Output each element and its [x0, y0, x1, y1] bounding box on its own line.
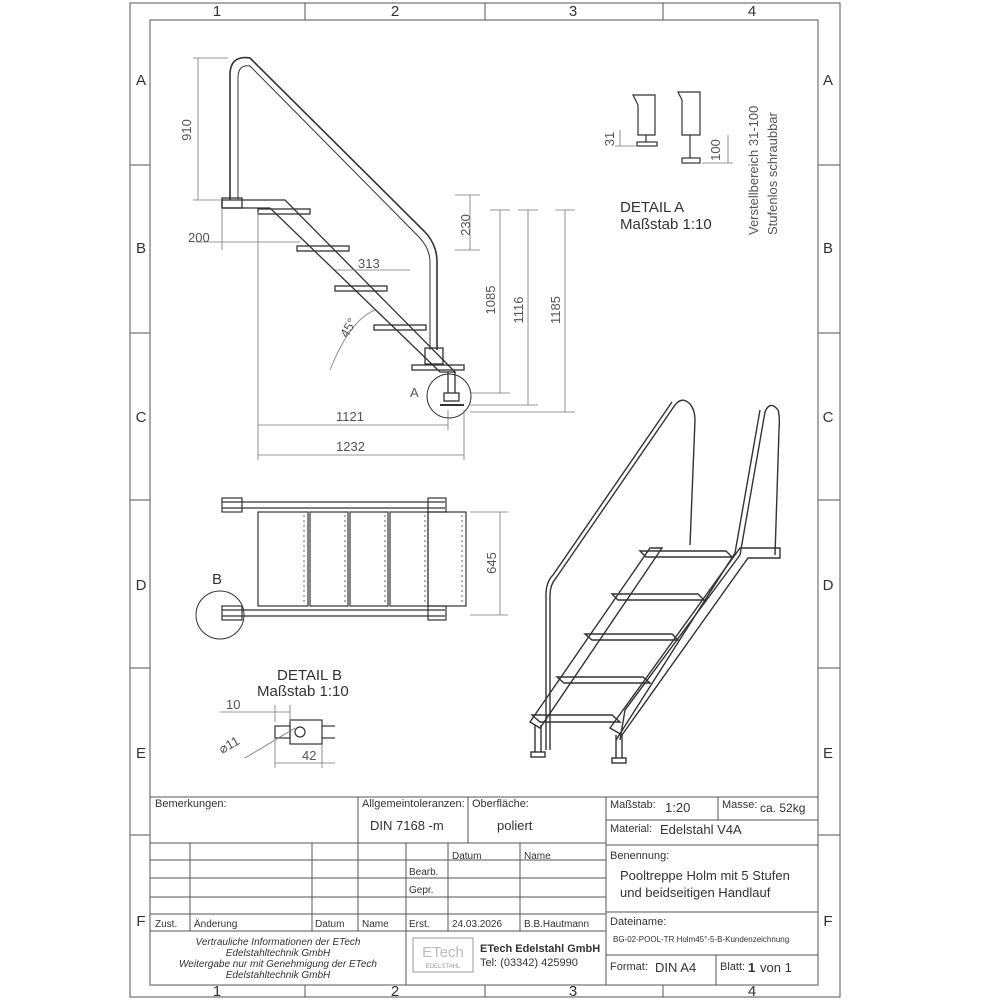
- row-label-d-right: D: [822, 577, 834, 594]
- col-label-1-bottom: 1: [212, 983, 222, 1000]
- datum-label: Datum: [315, 919, 345, 930]
- format-label: Format:: [610, 961, 648, 973]
- name-label: Name: [362, 919, 389, 930]
- bearb-label: Bearb.: [409, 867, 439, 878]
- tolerance-value: DIN 7168 -m: [370, 818, 444, 833]
- dim-len1: 1121: [336, 409, 364, 424]
- detail-a-dim-small: 31: [602, 131, 617, 147]
- detail-b-dim-dia: ⌀11: [216, 732, 242, 757]
- col-label-1: 1: [212, 3, 222, 20]
- detail-b-dim-a: 10: [226, 697, 241, 712]
- dim-offset: 200: [188, 230, 210, 245]
- row-label-f-right: F: [823, 913, 833, 930]
- dim-angle: 45°: [336, 315, 360, 341]
- dim-step-depth: 313: [358, 256, 380, 271]
- sheet-label: Blatt:: [720, 961, 746, 973]
- material-label: Material:: [610, 823, 653, 835]
- tolerance-label: Allgemeintoleranzen:: [362, 798, 465, 810]
- col-label-2: 2: [390, 3, 400, 20]
- filename-value: BG-02-POOL-TR Holm45°-5-B-Kundenzeichnung: [613, 935, 790, 944]
- date-header: Datum: [452, 851, 482, 862]
- mass-label: Masse:: [722, 799, 758, 811]
- dim-step-height: 230: [458, 214, 473, 236]
- scale-value: 1:20: [665, 800, 691, 815]
- detail-b-title: DETAIL B: [277, 667, 343, 684]
- mass-value: ca. 52kg: [760, 801, 806, 815]
- confidential-line2: Edelstahltechnik GmbH: [225, 948, 331, 959]
- detail-a-scale: Maßstab 1:10: [620, 216, 712, 233]
- filename-label: Dateiname:: [610, 916, 667, 928]
- erst-label: Erst.: [409, 919, 430, 930]
- top-view-width: 645: [484, 552, 499, 574]
- company-logo: [413, 938, 473, 972]
- detail-a-note2: Stufenlos schraubbar: [765, 112, 780, 235]
- detail-a-dim-large: 100: [708, 139, 723, 161]
- detail-a-note1: Verstellbereich 31-100: [746, 105, 761, 235]
- side-view-dimensions: [193, 58, 575, 460]
- col-label-4: 4: [747, 3, 757, 20]
- col-label-3: 3: [568, 3, 578, 20]
- logo-sub: EDELSTAHL: [425, 964, 461, 970]
- dim-h1: 1085: [483, 285, 498, 315]
- frame-ticks: [130, 3, 840, 997]
- side-view: [222, 58, 471, 418]
- col-label-3-bottom: 3: [568, 983, 578, 1000]
- surface-value: poliert: [497, 818, 533, 833]
- erst-date: 24.03.2026: [452, 919, 503, 930]
- dim-len2: 1232: [336, 439, 365, 454]
- detail-a-drawing: [633, 92, 700, 163]
- company-name: ETech Edelstahl GmbH: [480, 943, 601, 955]
- detail-a-title: DETAIL A: [620, 199, 685, 216]
- col-label-2-bottom: 2: [390, 983, 400, 1000]
- detail-b-dims: [220, 705, 335, 768]
- scale-label: Maßstab:: [610, 799, 656, 811]
- dim-handrail-height: 910: [179, 119, 194, 141]
- detail-a-marker: A: [410, 385, 419, 400]
- row-label-e: E: [135, 745, 147, 762]
- surface-label: Oberfläche:: [472, 798, 529, 810]
- aenderung-label: Änderung: [194, 919, 238, 930]
- detail-b-drawing: [275, 720, 335, 744]
- row-label-a-right: A: [822, 72, 834, 89]
- designation-line1: Pooltreppe Holm mit 5 Stufen: [620, 868, 790, 883]
- confidential-line1: Vertrauliche Informationen der ETech: [195, 937, 361, 948]
- logo-text: ETech: [422, 944, 464, 961]
- material-value: Edelstahl V4A: [660, 822, 742, 837]
- row-label-c-right: C: [822, 409, 834, 426]
- isometric-view: [530, 400, 780, 763]
- row-label-a: A: [135, 72, 147, 89]
- outer-frame: [130, 3, 840, 997]
- top-view: [196, 498, 466, 639]
- gepr-label: Gepr.: [409, 885, 434, 896]
- company-phone: Tel: (03342) 425990: [480, 957, 578, 969]
- confidential-line4: Edelstahltechnik GmbH: [225, 970, 331, 981]
- row-label-d: D: [135, 577, 147, 594]
- row-label-e-right: E: [822, 745, 834, 762]
- zust-label: Zust.: [155, 919, 178, 930]
- designation-label: Benennung:: [610, 850, 670, 862]
- dim-h3: 1185: [548, 296, 563, 324]
- row-label-c: C: [135, 409, 147, 426]
- row-label-b: B: [135, 240, 147, 257]
- row-label-f: F: [136, 913, 146, 930]
- sheet-of: von 1: [760, 960, 792, 975]
- sheet-value: 1: [748, 960, 756, 975]
- format-value: DIN A4: [655, 960, 697, 975]
- tread-perforation: [304, 515, 462, 604]
- confidential-line3: Weitergabe nur mit Genehmigung der ETech: [179, 959, 377, 970]
- detail-b-dim-b: 42: [302, 748, 317, 763]
- dim-h2: 1116: [511, 296, 526, 324]
- erst-name: B.B.Hautmann: [524, 919, 590, 930]
- remarks-label: Bemerkungen:: [155, 798, 227, 810]
- col-label-4-bottom: 4: [747, 983, 757, 1000]
- row-label-b-right: B: [822, 240, 834, 257]
- designation-line2: und beidseitigen Handlauf: [620, 885, 771, 900]
- detail-b-marker: B: [212, 571, 223, 588]
- name-header: Name: [524, 851, 551, 862]
- detail-b-scale: Maßstab 1:10: [257, 683, 349, 700]
